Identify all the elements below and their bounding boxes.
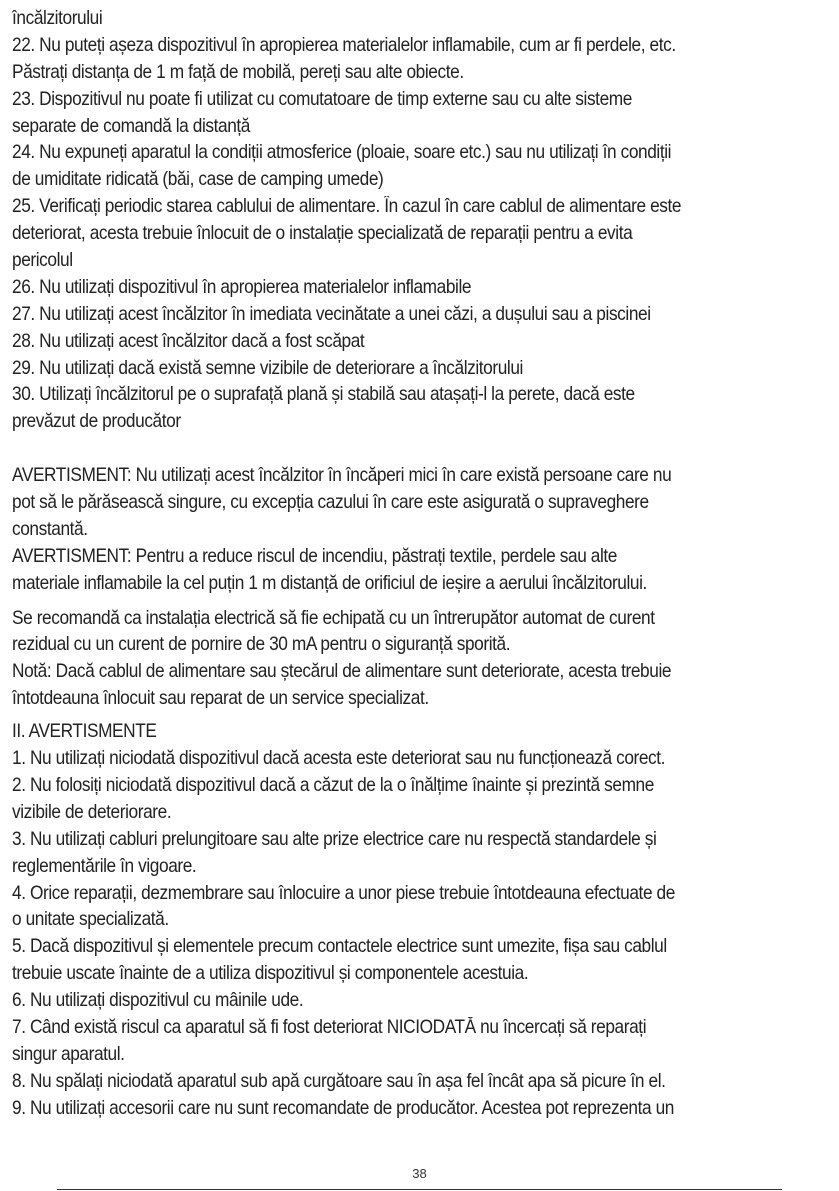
list-item-27: 27. Nu utilizați acest încălzitor în imediata vecinătate a unei căzi, a dușului sau a piscinei bbox=[12, 303, 651, 325]
list-item-28: 28. Nu utilizați acest încălzitor dacă a fost scăpat bbox=[12, 330, 365, 352]
list-item-3: 3. Nu utilizați cabluri prelungitoare sau alte prize electrice care nu respectă standardele și bbox=[12, 828, 657, 850]
list-item-7: 7. Când există riscul ca aparatul să fi fost deteriorat NICIODATĂ nu încercați să reparați bbox=[12, 1016, 647, 1038]
text-line: o unitate specializată. bbox=[12, 909, 169, 931]
text-line: reglementările în vigoare. bbox=[12, 855, 197, 877]
text-line: constantă. bbox=[12, 518, 88, 540]
list-item-24: 24. Nu expuneți aparatul la condiții atmosferice (ploaie, soare etc.) sau nu utilizați în condiții bbox=[12, 142, 672, 164]
list-item-23: 23. Dispozitivul nu poate fi utilizat cu comutatoare de timp externe sau cu alte sisteme bbox=[12, 88, 632, 110]
warning-1: AVERTISMENT: Nu utilizați acest încălzitor în încăperi mici în care există persoane care nu bbox=[12, 465, 672, 487]
list-item-26: 26. Nu utilizați dispozitivul în apropierea materialelor inflamabile bbox=[12, 276, 472, 298]
section-heading: II. AVERTISMENTE bbox=[12, 721, 157, 743]
text-line: întotdeauna înlocuit sau reparat de un service specializat. bbox=[12, 688, 429, 710]
page-number: 38 bbox=[412, 1166, 427, 1181]
text-line: rezidual cu un curent de pornire de 30 mA pentru o siguranță sporită. bbox=[12, 634, 511, 656]
list-item-6: 6. Nu utilizați dispozitivul cu mâinile ude. bbox=[12, 990, 304, 1012]
list-item-22: 22. Nu puteți așeza dispozitivul în apropierea materialelor inflamabile, cum ar fi perdele, etc. bbox=[12, 34, 676, 56]
document-body bbox=[12, 6, 830, 1123]
spacer bbox=[12, 598, 830, 606]
text-line: de umiditate ridicată (băi, case de camping umede) bbox=[12, 169, 384, 191]
text-line: deteriorat, acesta trebuie înlocuit de o instalație specializată de reparații pentru a evita bbox=[12, 223, 633, 245]
text-line: pericolul bbox=[12, 250, 73, 272]
text-line: trebuie uscate înainte de a utiliza dispozitivul și componentele acestuia. bbox=[12, 963, 529, 985]
list-item-2: 2. Nu folosiți niciodată dispozitivul dacă a căzut de la o înălțime înainte și prezintă semne bbox=[12, 774, 654, 796]
spacer bbox=[12, 436, 830, 463]
list-item-4: 4. Orice reparații, dezmembrare sau înlocuire a unor piese trebuie întotdeauna efectuate de bbox=[12, 882, 675, 904]
text-line: separate de comandă la distanță bbox=[12, 115, 251, 137]
warning-2: AVERTISMENT: Pentru a reduce riscul de incendiu, păstrați textile, perdele sau alte bbox=[12, 545, 618, 567]
recommendation: Se recomandă ca instalația electrică să fie echipată cu un întrerupător automat de curent bbox=[12, 607, 655, 629]
text-line: materiale inflamabile la cel puțin 1 m distanță de orificiul de ieșire a aerului încălzitorului. bbox=[12, 572, 647, 594]
list-item-9: 9. Nu utilizați accesorii care nu sunt recomandate de producător. Acestea pot reprezenta un bbox=[12, 1097, 674, 1119]
text-line: singur aparatul. bbox=[12, 1043, 125, 1065]
list-item-30: 30. Utilizați încălzitorul pe o suprafață plană și stabilă sau atașați-l la perete, dacă este bbox=[12, 384, 635, 406]
list-item-25: 25. Verificați periodic starea cablului de alimentare. În cazul în care cablul de alimentare este bbox=[12, 196, 682, 218]
list-item-5: 5. Dacă dispozitivul și elementele precum contactele electrice sunt umezite, fișa sau cablul bbox=[12, 936, 667, 958]
text-line: Păstrați distanța de 1 m față de mobilă, pereți sau alte obiecte. bbox=[12, 61, 464, 83]
list-item-8: 8. Nu spălați niciodată aparatul sub apă curgătoare sau în așa fel încât apa să picure în el. bbox=[12, 1070, 666, 1092]
text-line: încălzitorului bbox=[12, 8, 103, 29]
footer-divider bbox=[57, 1189, 782, 1190]
note: Notă: Dacă cablul de alimentare sau ștecărul de alimentare sunt deteriorate, acesta trebuie bbox=[12, 661, 672, 683]
text-line: prevăzut de producător bbox=[12, 411, 181, 433]
list-item-1: 1. Nu utilizați niciodată dispozitivul dacă acesta este deteriorat sau nu funcționează corect. bbox=[12, 748, 666, 770]
text-line: pot să le părăsească singure, cu excepția cazului în care este asigurată o supraveghere bbox=[12, 492, 649, 514]
text-line: vizibile de deteriorare. bbox=[12, 801, 172, 823]
list-item-29: 29. Nu utilizați dacă există semne vizibile de deteriorare a încălzitorului bbox=[12, 357, 523, 379]
